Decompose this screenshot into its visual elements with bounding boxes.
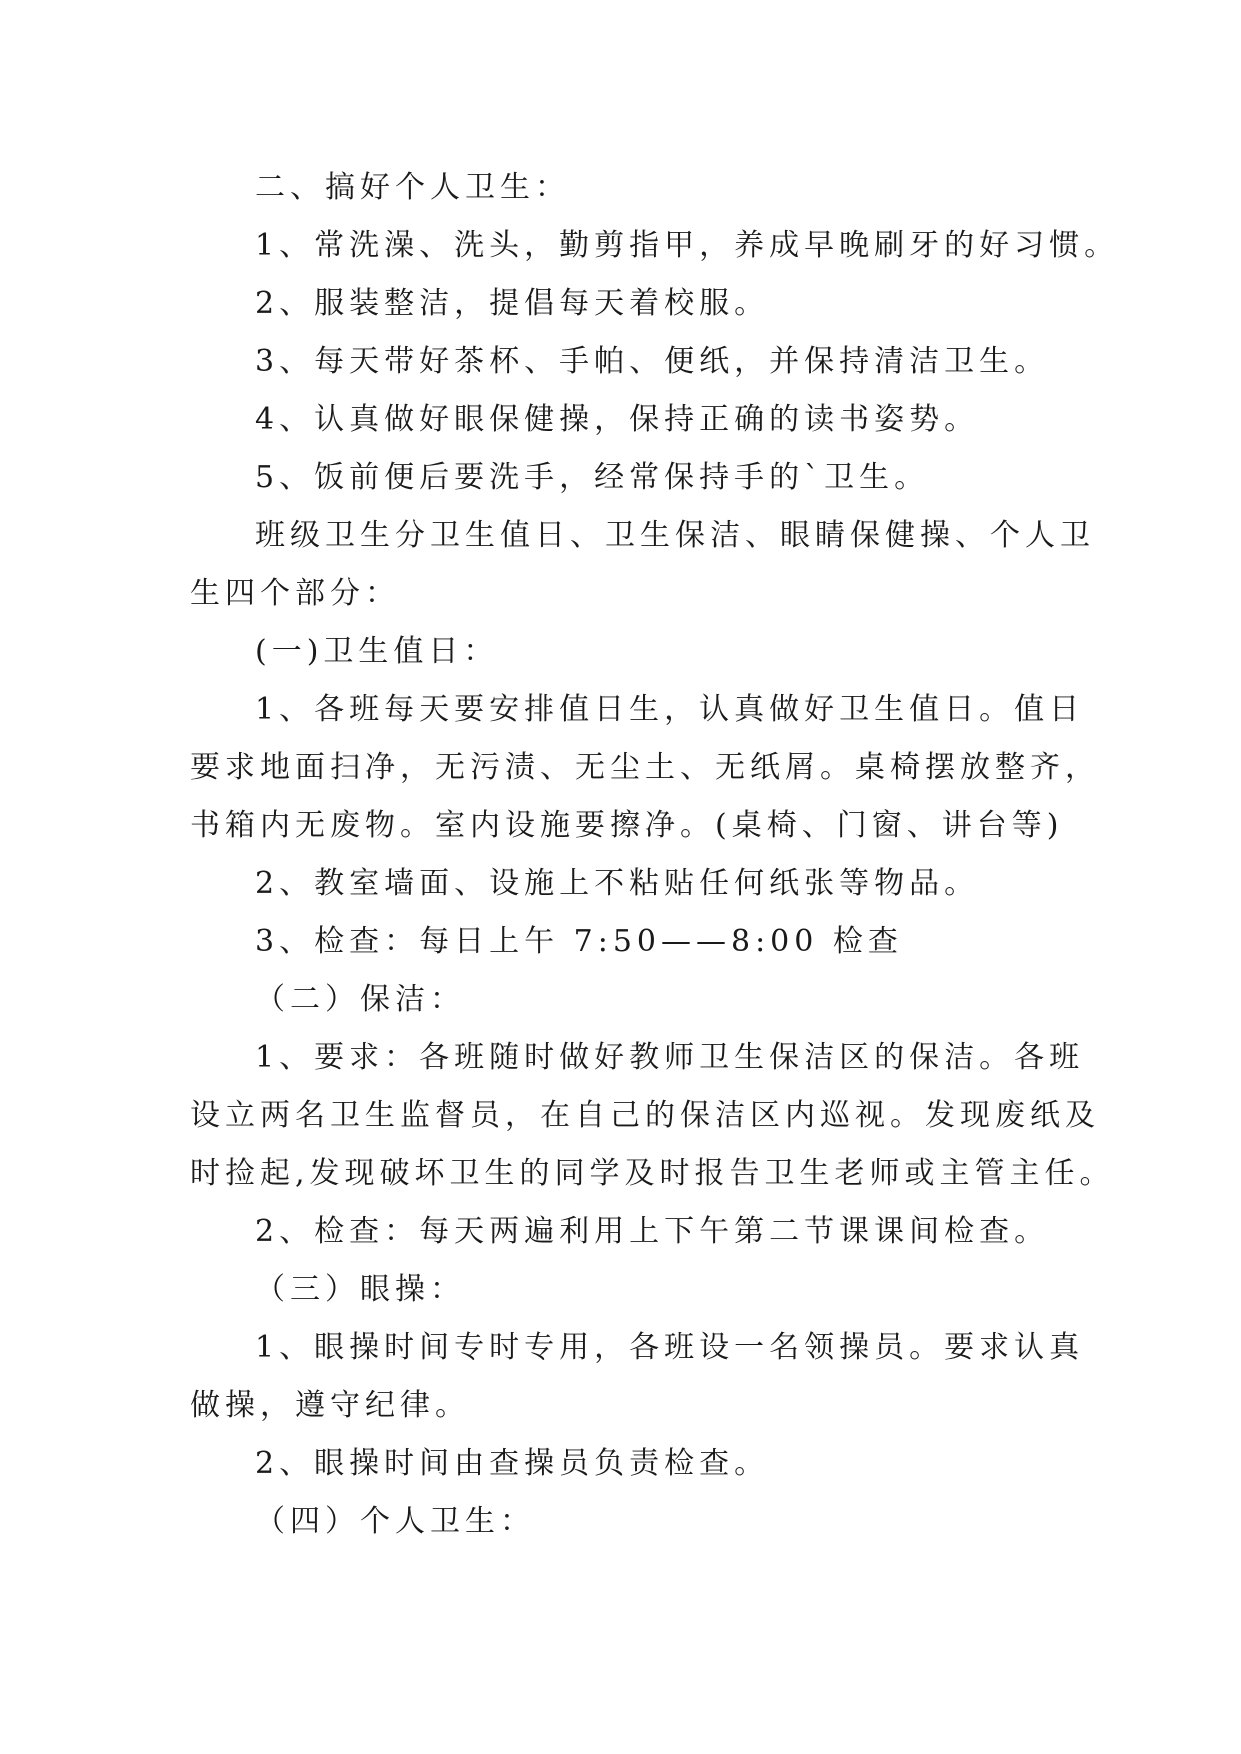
paragraph-line: 做操，遵守纪律。 bbox=[190, 1388, 470, 1423]
paragraph-line: 3、检查：每日上午 7:50——8:00 检查 bbox=[255, 924, 903, 959]
paragraph-line: 5、饭前便后要洗手，经常保持手的`卫生。 bbox=[255, 460, 930, 495]
paragraph-line: 2、眼操时间由查操员负责检查。 bbox=[255, 1446, 770, 1481]
subsection-heading-eye-exercise: （三）眼操： bbox=[255, 1272, 465, 1307]
paragraph-line: 1、眼操时间专时专用，各班设一名领操员。要求认真 bbox=[255, 1330, 1085, 1365]
subsection-heading-cleaning: （二）保洁： bbox=[255, 982, 465, 1017]
paragraph-line: 设立两名卫生监督员，在自己的保洁区内巡视。发现废纸及 bbox=[190, 1098, 1100, 1133]
paragraph-line: 2、服装整洁，提倡每天着校服。 bbox=[255, 286, 770, 321]
subsection-heading-personal: （四）个人卫生： bbox=[255, 1504, 535, 1539]
subsection-heading-duty: (一)卫生值日： bbox=[255, 634, 499, 669]
paragraph-line: 4、认真做好眼保健操，保持正确的读书姿势。 bbox=[255, 402, 980, 437]
paragraph-line: 书箱内无废物。室内设施要擦净。(桌椅、门窗、讲台等) bbox=[190, 808, 1064, 843]
paragraph-line: 1、要求：各班随时做好教师卫生保洁区的保洁。各班 bbox=[255, 1040, 1085, 1075]
paragraph-line: 班级卫生分卫生值日、卫生保洁、眼睛保健操、个人卫 bbox=[255, 518, 1095, 553]
section-heading-personal-hygiene: 二、搞好个人卫生： bbox=[255, 170, 570, 205]
paragraph-line: 要求地面扫净，无污渍、无尘土、无纸屑。桌椅摆放整齐， bbox=[190, 750, 1100, 785]
paragraph-line: 生四个部分： bbox=[190, 576, 400, 611]
paragraph-line: 2、教室墙面、设施上不粘贴任何纸张等物品。 bbox=[255, 866, 980, 901]
paragraph-line: 3、每天带好茶杯、手帕、便纸，并保持清洁卫生。 bbox=[255, 344, 1050, 379]
paragraph-line: 时捡起,发现破坏卫生的同学及时报告卫生老师或主管主任。 bbox=[190, 1156, 1115, 1191]
paragraph-line: 2、检查：每天两遍利用上下午第二节课课间检查。 bbox=[255, 1214, 1050, 1249]
paragraph-line: 1、常洗澡、洗头，勤剪指甲，养成早晚刷牙的好习惯。 bbox=[255, 228, 1120, 263]
paragraph-line: 1、各班每天要安排值日生，认真做好卫生值日。值日 bbox=[255, 692, 1085, 727]
